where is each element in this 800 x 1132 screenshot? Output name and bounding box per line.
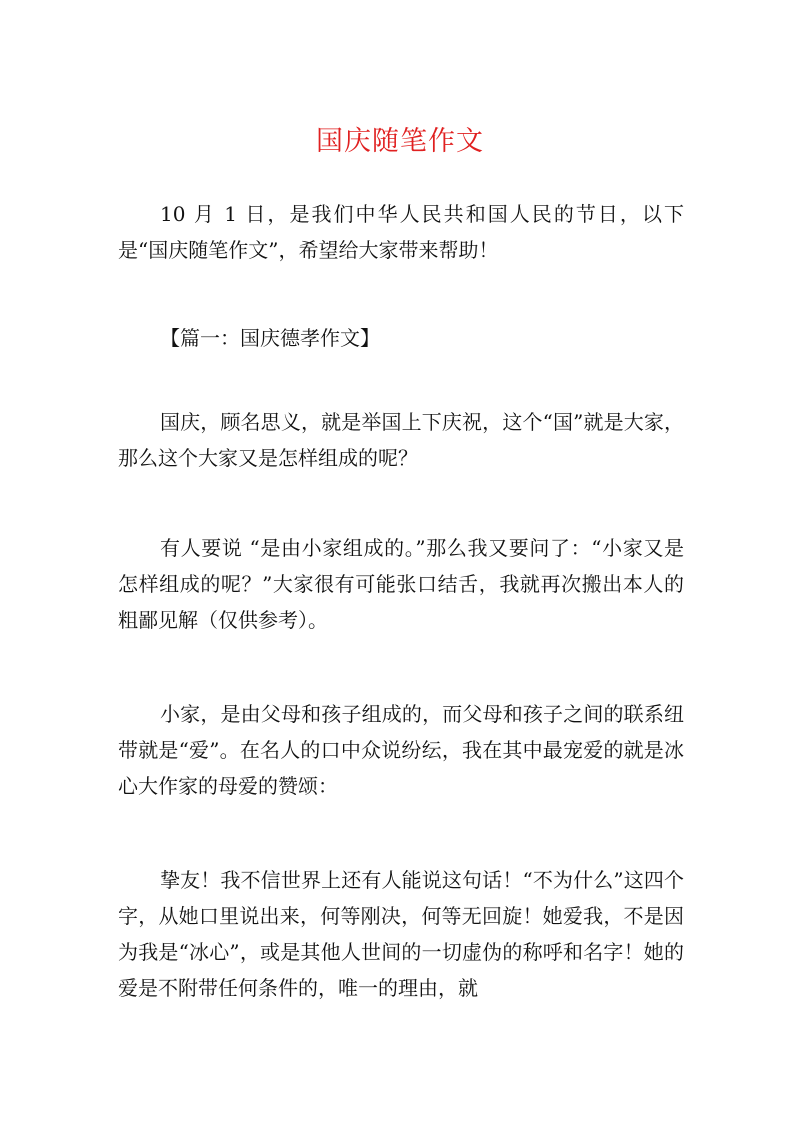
- section-heading: 【篇一：国庆德孝作文】: [160, 326, 380, 350]
- page-title: 国庆随笔作文: [316, 126, 484, 157]
- paragraph: 国庆，顾名思义，就是举国上下庆祝，这个“国”就是大家，那么这个大家又是怎样组成的呢？: [118, 410, 684, 470]
- paragraph: 挚友！我不信世界上还有人能说这句话！“不为什么”这四个字，从她口里说出来，何等刚决，何等无回旋！她爱我，不是因为我是“冰心”，或是其他人世间的一切虚伪的称呼和名字！她的爱是不附带任何条件的，唯一的理由，就: [118, 868, 684, 1000]
- paragraph: 小家，是由父母和孩子组成的，而父母和孩子之间的联系纽带就是“爱”。在名人的口中众说纷纭，我在其中最宠爱的就是冰心大作家的母爱的赞颂：: [118, 702, 684, 798]
- paragraph: 有人要说 “是由小家组成的。”那么我又要问了：“小家又是怎样组成的呢？”大家很有可能张口结舌，我就再次搬出本人的粗鄙见解（仅供参考）。: [118, 536, 684, 632]
- paragraph-intro: 10 月 1 日，是我们中华人民共和国人民的节日，以下是“国庆随笔作文”，希望给大家带来帮助！: [118, 202, 684, 262]
